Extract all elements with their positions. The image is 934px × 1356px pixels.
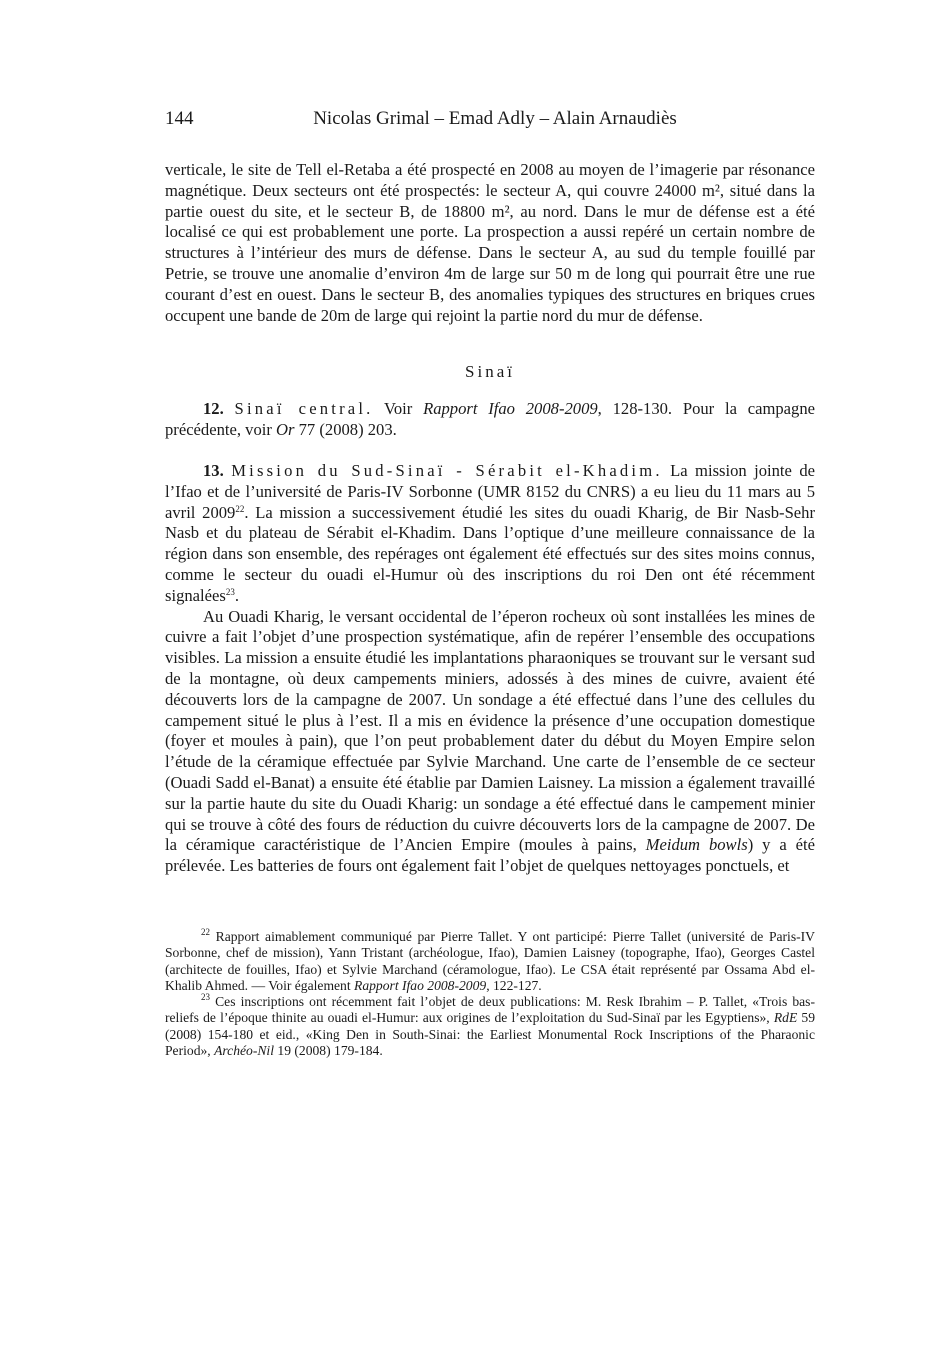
entry-text: . La mission a successivement étudié les sites du ouadi Kharig, de Bir Nasb-Sehr Nasb et du plateau de Sérabit el-Khadim. Dans l’optique d’une meilleure connaissance de la région dans son ensemble, des repérages ont également été effectués sur des sites moins connus, comme le secteur du ouadi el-Humur où des inscriptions du roi Den ont été récemment signalées	[165, 502, 815, 605]
footnote-text: Ces inscriptions ont récemment fait l’objet de deux publications: M. Resk Ibrahim – P. Tallet, «Trois bas-reliefs de l’époque thinite au ouadi el-Humur: aux origines de l’exploitation du Sud-Sinaï par les Egyptiens»,	[165, 994, 815, 1026]
paragraph-text: Au Ouadi Kharig, le versant occidental de l’éperon rocheux où sont installées les mines de cuivre a fait l’objet d’une prospection systématique, afin de repérer l’ensemble des occupations visibles. La mission a ensuite étudié les implantations pharaoniques se trouvant sur le versant sud de la montagne, où deux campements miniers, adossés à des mines de cuivre, avaient été découverts lors de la campagne de 2007. Un sondage a été effectué dans l’une des cellules du campement situé le plus à l’est. Il a mis en évidence la présence d’une occupation domestique (foyer et moules à pain), que l’on peut probablement dater du début du Moyen Empire selon l’étude de la céramique effectuée par Sylvie Marchand. Une carte de l’ensemble de ce secteur (Ouadi Sadd el-Banat) a ensuite été établie par Damien Laisney. La mission a également travaillé sur la partie haute du site du Ouadi Kharig: un sondage a été effectué dans le campement minier qui se trouve à côté des fours de réduction du cuivre découverts lors de la campagne de 2007. De la céramique caractéristique de l’Ancien Empire (moules à pains,	[165, 606, 815, 855]
entry-text: , 128-130. Pour la campagne précédente, voir	[165, 399, 815, 440]
footnote-text: 59 (2008) 154-180 et eid., «King Den in South-Sinai: the Earliest Monumental Rock Inscriptions of the Pharaonic Period»,	[165, 1010, 815, 1058]
entry-text: Voir	[373, 399, 424, 419]
footnote-text: 19 (2008) 179-184.	[274, 1042, 383, 1058]
footnote-reference: 22	[235, 503, 245, 514]
running-header	[165, 108, 815, 134]
footnote-citation: RdE	[773, 1010, 798, 1026]
entry-number: 13.	[203, 460, 224, 480]
entry-text: La mission jointe de l’Ifao et de l’université de Paris-IV Sorbonne (UMR 8152 du CNRS) a eu lieu du 11 mars au 5 avril 2009	[165, 460, 815, 522]
italic-term: Meidum bowls	[645, 835, 748, 855]
page-number: 144	[165, 108, 194, 129]
footnote-text: Rapport aimablement communiqué par Pierre Tallet. Y ont participé: Pierre Tallet (université de Paris-IV Sorbonne, chef de mission), Yann Tristant (archéologue, Ifao), Damien Laisney (topographe, Ifao), Georges Castel (architecte de fouilles, Ifao) et Sylvie Marchand (céramologue, Ifao). Le CSA était représenté par Ossama Abd el-Khalib Ahmed. — Voir également	[165, 928, 815, 993]
document-page	[165, 108, 815, 1059]
paragraph-text: ) y a été prélevée. Les batteries de fours ont également fait l’objet de quelques nettoyages ponctuels, et	[165, 835, 815, 876]
entry-title: Mission du Sud-Sinaï - Sérabit el-Khadim.	[231, 460, 663, 480]
body-paragraph-continuation: verticale, le site de Tell el-Retaba a été prospecté en 2008 au moyen de l’imagerie par résonance magnétique. Deux secteurs ont été prospectés: le secteur A, qui couvre 24000 m², situé dans la partie ouest du site, et le secteur B, de 18800 m², au nord. Dans le mur de défense est a été localisé ce qui est probablement une porte. La prospection a aussi repéré un certain nombre de structures à l’intérieur des murs de défense. Dans le secteur A, au sud du temple fouillé par Petrie, se trouve une anomalie d’environ 4m de large sur 50 m de long qui pourrait être une rue courant d’est en ouest. Dans le secteur B, des anomalies typiques des structures en briques crues occupent une bande de 20m de large qui rejoint la partie nord du mur de défense.	[165, 160, 815, 325]
entry-text: .	[234, 585, 239, 605]
entry-title: Sinaï central.	[234, 399, 374, 419]
footnote-citation: Archéo-Nil	[214, 1042, 274, 1058]
body-paragraph	[165, 607, 815, 877]
footnote-number: 22	[201, 926, 210, 937]
entry-text: 77 (2008) 203.	[294, 420, 397, 440]
section-heading: Sinaï	[465, 362, 515, 382]
footnote-23	[165, 994, 815, 1059]
footnotes	[165, 926, 815, 1059]
running-title: Nicolas Grimal – Emad Adly – Alain Arnaudiès	[313, 108, 677, 129]
footnote-22	[165, 926, 815, 994]
citation: Or	[276, 420, 295, 440]
footnote-text: , 122-127.	[486, 977, 542, 993]
footnote-reference: 23	[225, 586, 235, 597]
paragraph-gap	[165, 441, 815, 461]
entry-12	[165, 399, 815, 441]
footnote-number: 23	[201, 992, 210, 1003]
footnote-citation: Rapport Ifao 2008-2009	[354, 977, 487, 993]
citation: Rapport Ifao 2008-2009	[423, 399, 598, 419]
entry-number: 12.	[203, 399, 224, 419]
entry-13	[165, 461, 815, 607]
